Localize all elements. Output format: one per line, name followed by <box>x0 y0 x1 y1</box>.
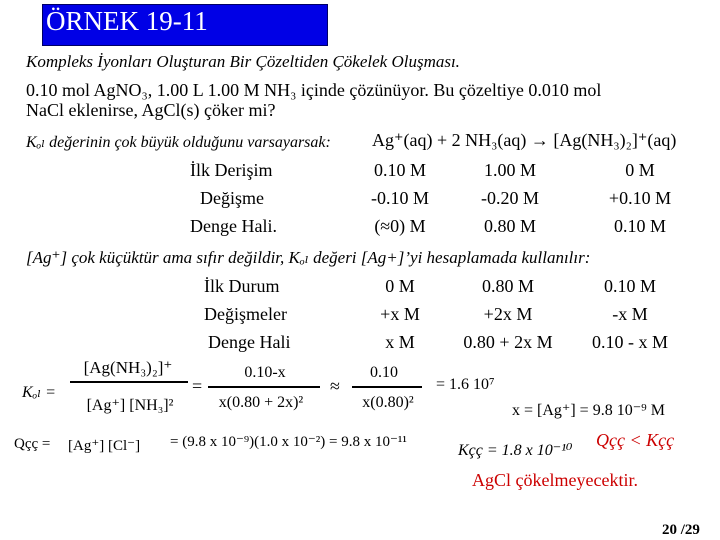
kol-denominator-2: x(0.80 + 2x)² <box>218 394 304 411</box>
kol-denominator-3: x(0.80)² <box>362 394 414 411</box>
conclusion-text: AgCl çökelmeyecektir. <box>472 470 638 490</box>
ksp-value: Kçç = 1.8 x 10⁻¹⁰ <box>458 442 573 459</box>
subtitle: Kompleks İyonları Oluşturan Bir Çözeltiden Çökelek Oluşması. <box>26 52 460 71</box>
x-result: x = [Ag⁺] = 9.8 10⁻⁹ M <box>512 402 665 419</box>
kol-label: Kₒₗ = <box>22 384 56 401</box>
table2-cell: 0 M <box>385 276 415 296</box>
table2-cell: 0.80 M <box>481 276 534 296</box>
qsp-calculation: = (9.8 x 10⁻⁹)(1.0 x 10⁻²) = 9.8 x 10⁻¹¹ <box>170 434 407 450</box>
table1-cell: (≈0) M <box>374 216 426 236</box>
table2-cell: x M <box>385 332 415 352</box>
question-line-2: NaCl eklenirse, AgCl(s) çöker mi? <box>26 100 276 120</box>
page-title: ÖRNEK 19-11 <box>46 6 208 36</box>
table1-cell: -0.10 M <box>371 188 429 208</box>
kol-value: = 1.6 10⁷ <box>436 376 495 393</box>
table1-cell: 0.10 M <box>373 160 426 180</box>
table2-label: İlk Durum <box>204 276 280 296</box>
table1-cell: -0.20 M <box>481 188 539 208</box>
table2-cell: 0.10 M <box>603 276 656 296</box>
question-line-1: 0.10 mol AgNO₃, 1.00 L 1.00 M NH₃ içinde çözünüyor. Bu çözeltiye 0.010 mol <box>26 80 602 100</box>
reaction-equation: Ag⁺(aq) + 2 NH₃(aq) → [Ag(NH₃)₂]⁺(aq) <box>372 130 677 150</box>
assumption-text: Kₒₗ değerinin çok büyük olduğunu varsayarsak: <box>26 134 331 151</box>
kol-numerator-3: 0.10 <box>370 364 398 381</box>
table2-cell: +2x M <box>483 304 533 324</box>
table1-cell: 1.00 M <box>483 160 536 180</box>
table1-cell: 0.10 M <box>613 216 666 236</box>
fraction-bar <box>70 381 188 383</box>
fraction-bar <box>208 386 320 388</box>
table1-cell: 0 M <box>625 160 655 180</box>
fraction-bar <box>352 386 422 388</box>
kol-numerator: [Ag(NH₃)₂]⁺ <box>83 358 173 377</box>
table1-label: İlk Derişim <box>190 160 273 180</box>
equals-sign: = <box>192 376 203 396</box>
table2-cell: -x M <box>612 304 648 324</box>
table2-cell: 0.80 + 2x M <box>463 332 553 352</box>
table2-cell: 0.10 - x M <box>592 332 668 352</box>
page-number: 20 /29 <box>662 522 700 538</box>
table1-label: Değişme <box>200 188 264 208</box>
kol-denominator: [Ag⁺] [NH₃]² <box>86 397 174 414</box>
table2-cell: +x M <box>380 304 420 324</box>
table1-cell: 0.80 M <box>483 216 536 236</box>
table2-label: Değişmeler <box>204 304 287 324</box>
note-text: [Ag⁺] çok küçüktür ama sıfır değildir, Kₒₗ değeri [Ag+]’yi hesaplamada kullanılır: <box>26 248 591 267</box>
table1-label: Denge Hali. <box>190 216 277 236</box>
qsp-expression: [Ag⁺] [Cl⁻] <box>68 438 141 454</box>
table2-label: Denge Hali <box>208 332 291 352</box>
table1-cell: +0.10 M <box>608 188 672 208</box>
comparison-text: Qçç < Kçç <box>596 430 675 450</box>
kol-numerator-2: 0.10-x <box>244 364 286 381</box>
qsp-label: Qçç = <box>14 436 51 452</box>
approx-sign: ≈ <box>330 376 340 396</box>
